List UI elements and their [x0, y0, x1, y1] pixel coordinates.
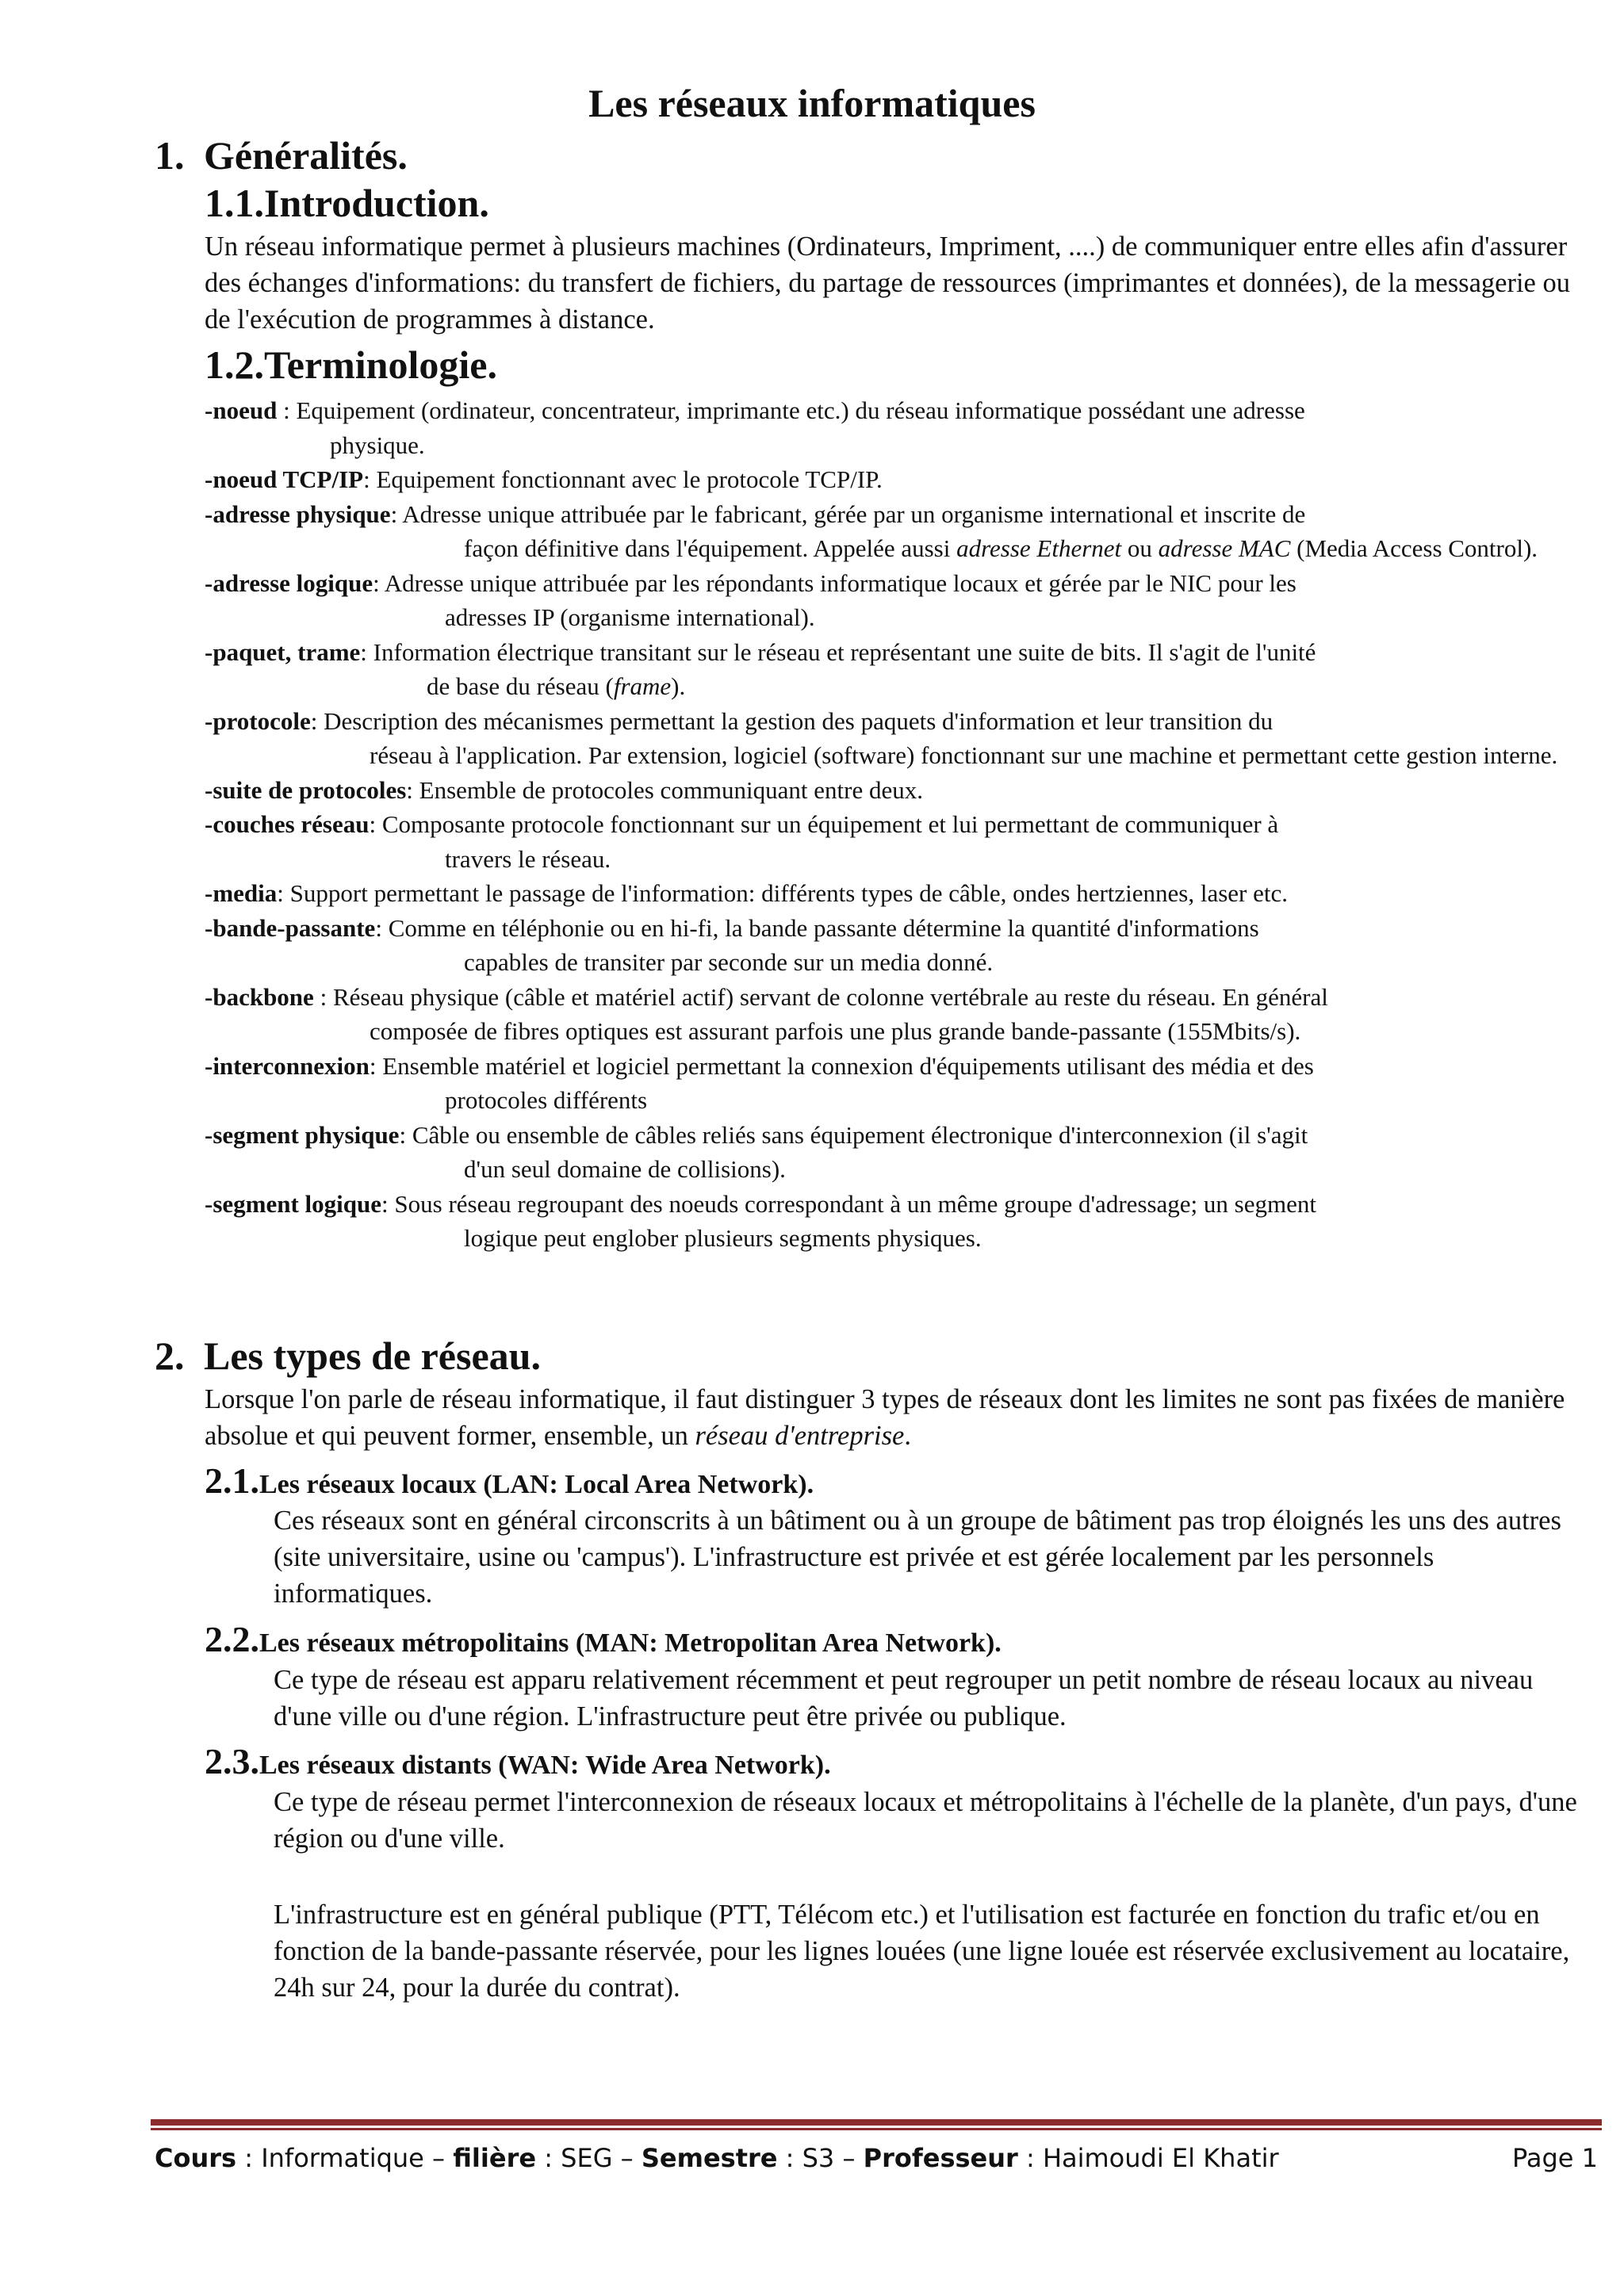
introduction-text: Un réseau informatique permet à plusieurs machines (Ordinateurs, Impriment, ....) de communiquer entre elles afin d'assurer des échanges d'informations: du transfert de fichiers, du partage de ressources (imprimantes et données), de la messagerie ou de l'exécution de programmes à distance.	[205, 232, 1570, 335]
term-backbone	[205, 980, 1592, 1049]
term-emphasis: frame	[613, 672, 672, 700]
section-1-title: Généralités.	[204, 133, 408, 178]
page-number: Page 1	[1512, 2143, 1598, 2173]
term-label: -interconnexion	[205, 1051, 370, 1080]
term-label: -noeud	[205, 396, 278, 424]
footer-filiere-label: filière	[453, 2143, 537, 2173]
footer-course-info: Cours : Informatique – filière : SEG – Semestre : S3 – Professeur : Haimoudi El Khatir	[155, 2143, 1279, 2173]
term-label: -adresse logique	[205, 568, 373, 597]
document-title: Les réseaux informatiques	[588, 81, 1036, 125]
term-definition-continued: logique peut englober plusieurs segments physiques.	[464, 1224, 982, 1252]
footer-semestre-value: S3	[802, 2143, 835, 2173]
wan-paragraph-1	[274, 1784, 1594, 1857]
section-2-2-heading	[205, 1617, 1002, 1661]
term-label: -segment logique	[205, 1189, 382, 1218]
term-media	[205, 876, 1592, 911]
term-label: -couches réseau	[205, 810, 370, 838]
term-definition-continued: protocoles différents	[445, 1086, 648, 1114]
footer-prof-value: Haimoudi El Khatir	[1042, 2143, 1279, 2173]
term-separator: :	[360, 637, 373, 666]
section-1-1-title: Introduction.	[264, 181, 489, 225]
term-label: -media	[205, 879, 278, 907]
introduction-paragraph	[205, 228, 1592, 338]
section-1-1-heading	[205, 181, 489, 227]
term-bande-passante	[205, 911, 1592, 980]
section-2-heading	[155, 1334, 541, 1380]
term-adresse-physique	[205, 497, 1592, 566]
term-protocole	[205, 704, 1592, 773]
term-definition: Support permettant le passage de l'information: différents types de câble, ondes hertziennes, laser etc.	[289, 879, 1289, 907]
man-text: Ce type de réseau est apparu relativement récemment et peut regrouper un petit nombre de réseau locaux au niveau d'une ville ou d'une région. L'infrastructure peut être privée ou publique.	[274, 1665, 1534, 1732]
term-label: -segment physique	[205, 1120, 400, 1149]
wan-text-1: Ce type de réseau permet l'interconnexion de réseaux locaux et métropolitains à l'échelle de la planète, d'un pays, d'une région ou d'une ville.	[274, 1787, 1577, 1854]
term-noeud	[205, 393, 1592, 462]
section-2-2-number: 2.2.	[205, 1619, 259, 1659]
term-paquet-trame	[205, 635, 1592, 704]
term-definition: Comme en téléphonie ou en hi-fi, la bande passante détermine la quantité d'informations	[388, 913, 1259, 942]
term-separator: :	[277, 879, 290, 907]
section-2-2-title: Les réseaux métropolitains (MAN: Metropolitan Area Network).	[259, 1628, 1002, 1658]
section-2-intro-end: .	[904, 1421, 911, 1451]
section-2-intro-text	[205, 1381, 1592, 1454]
footer-rule-thin	[151, 2128, 1602, 2130]
section-1-2-number: 1.2.	[205, 342, 264, 387]
section-1-heading	[155, 133, 408, 179]
wan-paragraph-2	[274, 1896, 1594, 2006]
term-label: -noeud TCP/IP	[205, 465, 364, 493]
term-adresse-logique	[205, 566, 1592, 635]
term-definition: Sous réseau regroupant des noeuds correspondant à un même groupe d'adressage; un segment	[394, 1189, 1316, 1218]
term-couches-reseau	[205, 807, 1592, 876]
term-separator: :	[310, 706, 324, 735]
term-separator: :	[375, 913, 389, 942]
lan-text: Ces réseaux sont en général circonscrits à un bâtiment ou à un groupe de bâtiment pas trop éloignés les uns des autres (site universitaire, usine ou 'campus'). L'infrastructure est privée et est gérée localement par les personnels informatiques.	[274, 1506, 1561, 1609]
section-1-1-number: 1.1.	[205, 181, 264, 225]
term-interconnexion	[205, 1049, 1592, 1118]
wan-text-2: L'infrastructure est en général publique (PTT, Télécom etc.) et l'utilisation est facturée en fonction du trafic et/ou en fonction de la bande-passante réservée, pour les lignes louées (une ligne louée est réservée exclusivement au locataire, 24h sur 24, pour la durée du contrat).	[274, 1900, 1570, 2003]
term-emphasis: adresse MAC	[1158, 534, 1291, 562]
man-paragraph	[274, 1662, 1594, 1735]
term-definition: Adresse unique attribuée par le fabricant, gérée par un organisme international et inscrite de	[402, 499, 1306, 528]
term-definition-continued: physique.	[330, 430, 425, 459]
term-definition: Equipement fonctionnant avec le protocole TCP/IP.	[376, 465, 883, 493]
section-2-1-number: 2.1.	[205, 1460, 259, 1501]
term-definition: Equipement (ordinateur, concentrateur, imprimante etc.) du réseau informatique possédant une adresse	[296, 396, 1305, 424]
footer-cours-value: Informatique	[261, 2143, 424, 2173]
term-separator: :	[399, 1120, 412, 1149]
section-2-3-title: Les réseaux distants (WAN: Wide Area Network).	[259, 1751, 831, 1780]
term-definition: Composante protocole fonctionnant sur un équipement et lui permettant de communiquer à	[381, 810, 1279, 838]
term-definition-continued: capables de transiter par seconde sur un media donné.	[464, 948, 994, 976]
term-label: -protocole	[205, 706, 311, 735]
term-separator: :	[381, 1189, 395, 1218]
section-2-intro-paragraph	[205, 1381, 1592, 1454]
term-noeud-tcpip	[205, 462, 1592, 497]
term-segment-physique	[205, 1118, 1592, 1187]
section-1-2-title: Terminologie.	[264, 342, 497, 387]
section-2-title: Les types de réseau.	[204, 1334, 541, 1378]
term-separator: :	[373, 568, 385, 597]
page-footer	[155, 2141, 1598, 2175]
term-separator: :	[369, 1051, 383, 1080]
terminology-list	[205, 393, 1592, 1256]
term-emphasis: adresse Ethernet	[956, 534, 1122, 562]
term-definition: Ensemble de protocoles communiquant entre deux.	[419, 775, 923, 804]
term-label: -backbone	[205, 982, 314, 1011]
term-label: -bande-passante	[205, 913, 376, 942]
section-2-1-heading	[205, 1459, 814, 1502]
term-label: -suite de protocoles	[205, 775, 407, 804]
term-separator: :	[277, 396, 297, 424]
section-2-number: 2.	[155, 1334, 185, 1378]
term-separator: :	[313, 982, 333, 1011]
term-separator: :	[363, 465, 377, 493]
section-2-1-title: Les réseaux locaux (LAN: Local Area Network).	[259, 1470, 814, 1499]
term-definition: Description des mécanismes permettant la gestion des paquets d'information et leur transition du	[324, 706, 1274, 735]
footer-semestre-label: Semestre	[641, 2143, 778, 2173]
term-label: -adresse physique	[205, 499, 391, 528]
term-definition: Adresse unique attribuée par les répondants informatique locaux et gérée par le NIC pour les	[384, 568, 1297, 597]
term-definition: Réseau physique (câble et matériel actif) servant de colonne vertébrale au reste du réseau. En général	[332, 982, 1328, 1011]
term-separator: :	[390, 499, 403, 528]
term-label: -paquet, trame	[205, 637, 361, 666]
term-definition-continued: travers le réseau.	[445, 844, 611, 873]
section-2-intro-part: Lorsque l'on parle de réseau informatique, il faut distinguer 3 types de réseaux dont les limites ne sont pas fixées de manière absolue et qui peuvent former, ensemble, un	[205, 1384, 1565, 1451]
term-definition: Ensemble matériel et logiciel permettant la connexion d'équipements utilisant des média et des	[382, 1051, 1314, 1080]
term-suite-de-protocoles	[205, 773, 1592, 808]
term-definition-continued: composée de fibres optiques est assurant parfois une plus grande bande-passante (155Mbits/s).	[370, 1017, 1301, 1045]
section-1-number: 1.	[155, 133, 185, 178]
term-segment-logique	[205, 1187, 1592, 1256]
footer-cours-label: Cours	[155, 2143, 237, 2173]
term-definition-continued: réseau à l'application. Par extension, logiciel (software) fonctionnant sur une machine et permettant cette gestion interne.	[370, 741, 1558, 769]
term-definition-continued: d'un seul domaine de collisions).	[464, 1155, 786, 1183]
footer-rule-thick	[151, 2119, 1602, 2126]
section-2-3-heading	[205, 1739, 831, 1783]
term-definition-continued: de base du réseau (frame).	[427, 672, 686, 700]
section-2-intro-emphasis: réseau d'entreprise	[695, 1421, 905, 1451]
section-1-2-heading	[205, 342, 497, 388]
footer-filiere-value: SEG	[561, 2143, 613, 2173]
term-definition-continued: adresses IP (organisme international).	[445, 603, 815, 631]
lan-paragraph	[274, 1502, 1594, 1612]
term-definition: Câble ou ensemble de câbles reliés sans équipement électronique d'interconnexion (il s'agit	[412, 1120, 1308, 1149]
term-definition: Information électrique transitant sur le réseau et représentant une suite de bits. Il s'agit de l'unité	[373, 637, 1316, 666]
term-separator: :	[406, 775, 419, 804]
footer-prof-label: Professeur	[863, 2143, 1018, 2173]
section-2-3-number: 2.3.	[205, 1741, 259, 1781]
term-separator: :	[369, 810, 382, 838]
term-definition-continued: façon définitive dans l'équipement. Appelée aussi adresse Ethernet ou adresse MAC (Media Access Control).	[464, 534, 1538, 562]
